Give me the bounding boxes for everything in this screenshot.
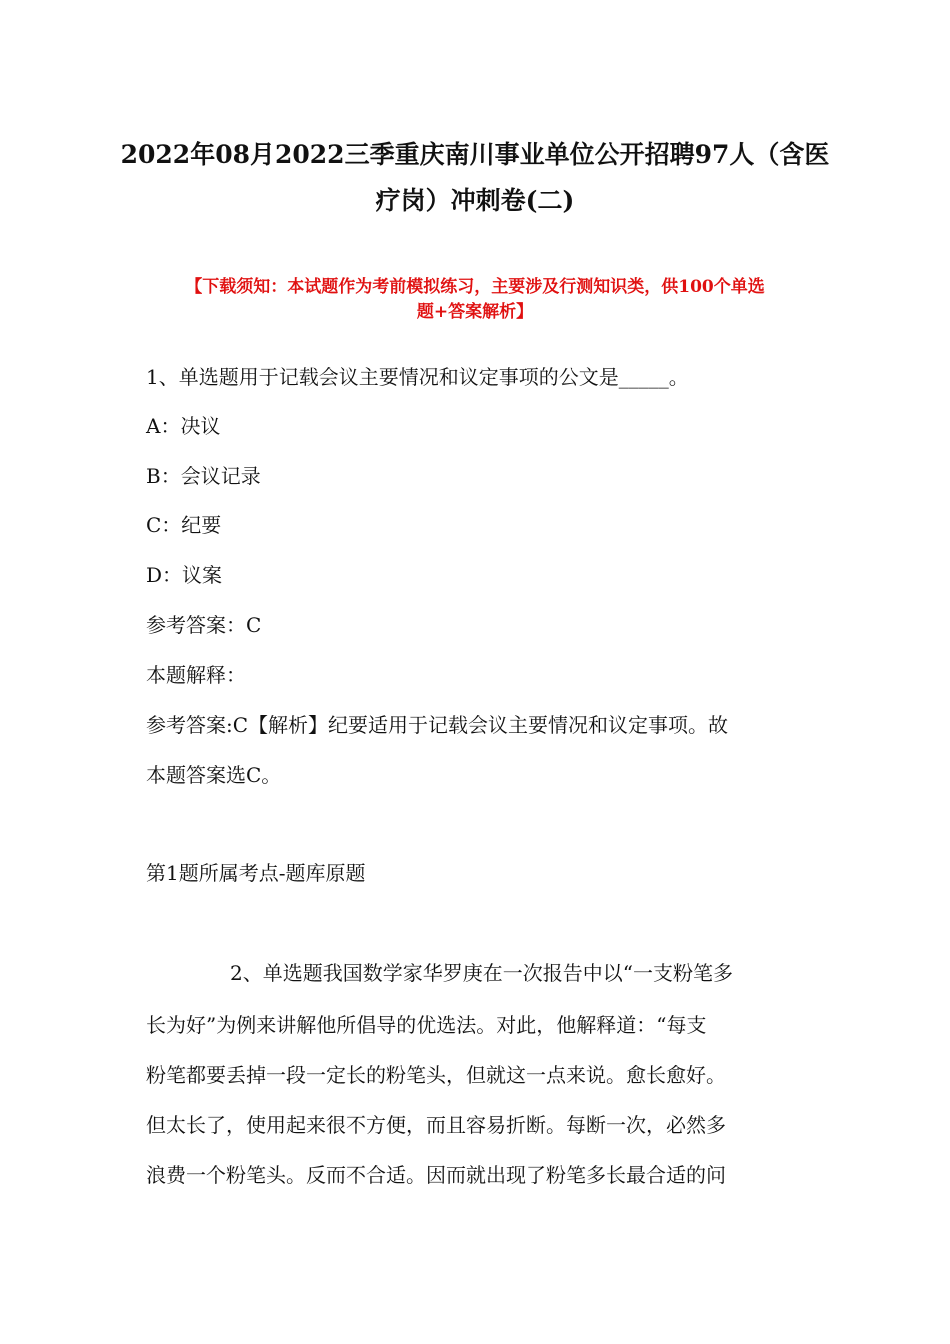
question-2-line-3: 粉笔都要丢掉一段一定长的粉笔头，但就这一点来说。愈长愈好。 [146, 1063, 726, 1087]
download-notice-line-2: 题+答案解析】 [416, 302, 534, 322]
download-notice-line-1: 【下载须知：本试题作为考前模拟练习，主要涉及行测知识类，供100个单选 [185, 277, 765, 297]
question-1-source: 第1题所属考点-题库原题 [146, 861, 366, 885]
question-2-line-1: 2、单选题我国数学家华罗庚在一次报告中以“一支粉笔多 [230, 961, 733, 985]
document-title-line-2: 疗岗）冲刺卷(二) [375, 186, 575, 215]
question-2-line-4: 但太长了，使用起来很不方便，而且容易折断。每断一次，必然多 [146, 1113, 726, 1137]
question-1-option-b: B：会议记录 [146, 464, 261, 488]
question-1-option-d: D：议案 [146, 563, 223, 587]
question-1-option-a: A：决议 [146, 414, 221, 438]
question-1-stem: 1、单选题用于记载会议主要情况和议定事项的公文是_____。 [146, 365, 689, 389]
question-1-explanation-label: 本题解释： [146, 663, 246, 687]
question-1-explanation-line-2: 本题答案选C。 [146, 763, 282, 787]
question-2-line-2: 长为好”为例来讲解他所倡导的优选法。对此，他解释道：“每支 [146, 1013, 707, 1037]
question-1-explanation-line-1: 参考答案:C【解析】纪要适用于记载会议主要情况和议定事项。故 [146, 713, 729, 737]
question-1-option-c: C：纪要 [146, 513, 222, 537]
question-2-line-5: 浪费一个粉笔头。反而不合适。因而就出现了粉笔多长最合适的问 [146, 1163, 726, 1187]
document-title-line-1: 2022年08月2022三季重庆南川事业单位公开招聘97人（含医 [120, 140, 830, 169]
question-1-answer: 参考答案：C [146, 613, 262, 637]
